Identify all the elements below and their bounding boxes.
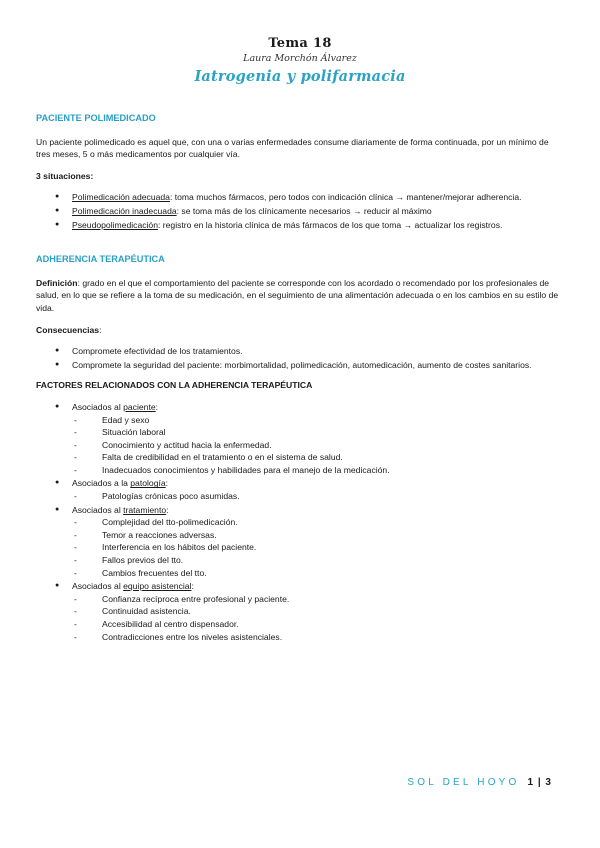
situation-text: : toma muchos fármacos, pero todos con indicación clínica → mantener/mejorar adherencia. [169,192,522,203]
list-item [72,219,564,232]
situation-term: Polimedicación adecuada [72,192,170,203]
section-heading-adherencia: ADHERENCIA TERAPÉUTICA [36,254,165,265]
list-item: - Fallos previos del tto. [102,554,564,567]
list-item [72,191,564,204]
section-spacer [36,239,564,253]
section-heading-polimedicado: PACIENTE POLIMEDICADO [36,113,156,123]
list-item: - Falta de credibilidad en el tratamiento o en el sistema de salud. [102,451,564,464]
page-footer [407,777,552,788]
topic-subtitle: Iatrogenia y polifarmacia [194,68,406,85]
list-item: ● Compromete efectividad de los tratamientos. [72,345,564,358]
definition-label: Definición [36,277,78,288]
situations-label: 3 situaciones: [36,170,94,181]
factor-group [72,401,564,477]
factor-suffix: : [191,581,194,592]
consequences-list [36,345,564,371]
factor-suffix: : [165,478,169,489]
footer-brand: SOL DEL HOYO [407,777,520,788]
factor-term: equipo asistencial [123,581,192,592]
document-header [0,36,600,85]
consequences-label: Consecuencias [36,324,100,335]
list-item: - Continuidad asistencia. [102,605,564,618]
list-item: - Accesibilidad al centro dispensador. [102,618,564,631]
document-body [36,112,564,651]
situations-list [36,191,564,231]
factors-list [36,401,564,643]
list-item [72,205,564,218]
page-number: 1 | 3 [527,777,552,788]
author-name: Laura Morchón Álvarez [243,53,357,64]
list-item: - Confianza recíproca entre profesional y paciente. [102,593,564,606]
factor-items [72,593,564,643]
factor-group [72,477,564,502]
topic-title: Tema 18 [268,36,332,51]
list-item: - Conocimiento y actitud hacia la enfermedad. [102,439,564,452]
list-item: - Edad y sexo [102,414,564,427]
factor-term: patología [130,478,166,489]
list-item: - Inadecuados conocimientos y habilidades para el manejo de la medicación. [102,464,564,477]
adherencia-definition [36,277,564,315]
factor-suffix: : [166,504,169,515]
list-item: - Patologías crónicas poco asumidas. [102,490,564,503]
factor-prefix: Asociados al [72,504,124,515]
consequences-colon: : [99,324,102,335]
factor-group [72,504,564,580]
factor-suffix: : [155,401,159,412]
list-item: - Cambios frecuentes del tto. [102,567,564,580]
situation-text: : registro en la historia clínica de más fármacos de los que toma → actualizar los registros. [158,219,503,230]
situation-term: Polimedicación inadecuada [72,205,177,216]
list-item: - Interferencia en los hábitos del paciente. [102,541,564,554]
definition-text: : grado en el que el comportamiento del paciente se corresponde con los acordado o recomendado por los profesionales de salud, en lo que se refiere a la toma de su medicación, en el seguimiento de una alimentación adecuada o en los cambios en su estilo de vida. [36,277,559,313]
list-item: - Complejidad del tto-polimedicación. [102,516,564,529]
factor-term: paciente [123,401,156,412]
list-item: - Contradicciones entre los niveles asistenciales. [102,631,564,644]
factor-items [72,414,564,477]
situation-term: Pseudopolimedicación [72,219,158,230]
polimedicado-definition: Un paciente polimedicado es aquel que, con una o varias enfermedades consume diariamente de forma continuada, por un mínimo de tres meses, 5 o más medicamentos por cualquier vía. [36,136,549,160]
consequences-heading [36,324,564,337]
factor-prefix: Asociados a la [72,478,131,489]
situation-text: : se toma más de los clínicamente necesarios → reducir al máximo [176,205,432,216]
list-item: ● Compromete la seguridad del paciente: morbimortalidad, polimedicación, automedicación, aumento de costes sanitarios. [72,359,564,372]
factors-heading: FACTORES RELACIONADOS CON LA ADHERENCIA TERAPÉUTICA [36,380,313,391]
list-item: - Situación laboral [102,426,564,439]
factor-prefix: Asociados al [72,581,124,592]
factor-items [72,516,564,579]
factor-items [72,490,564,503]
list-item: - Temor a reacciones adversas. [102,529,564,542]
factor-term: tratamiento [123,504,167,515]
factor-prefix: Asociados al [72,401,124,412]
factor-group [72,580,564,643]
